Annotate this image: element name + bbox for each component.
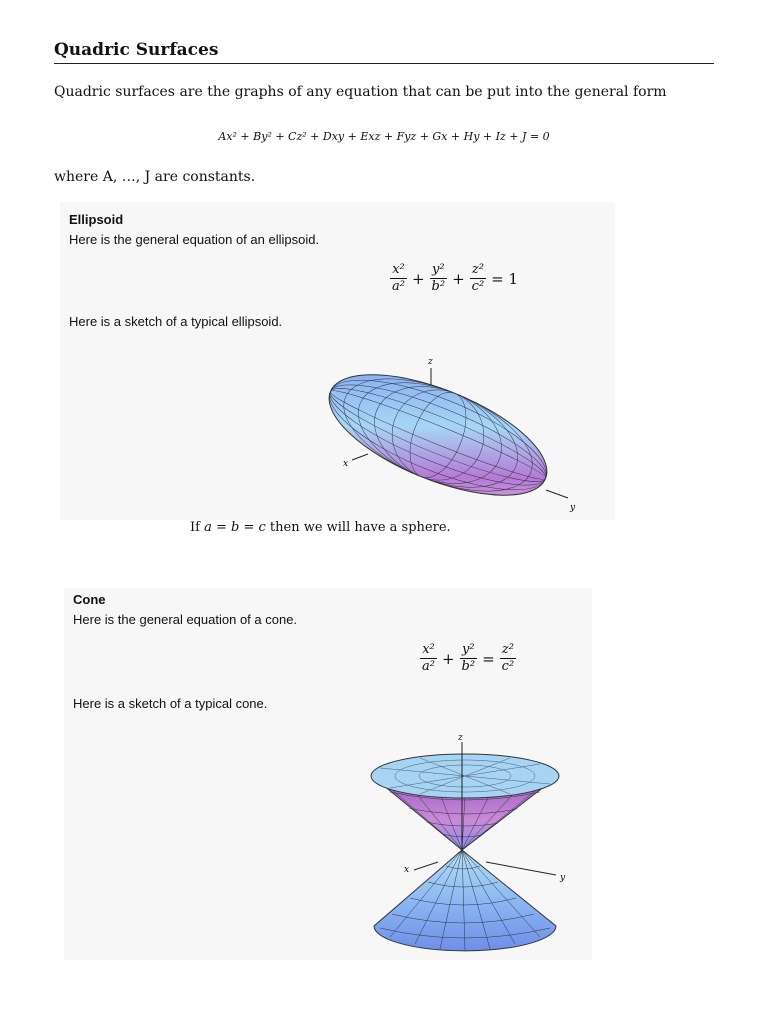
cone-heading: Cone [73, 592, 106, 607]
ellipsoid-eq-term-x: $\frac{\text{x²}}{\text{a²}}$ [392, 262, 405, 294]
ellipsoid-sketch-text: Here is a sketch of a typical ellipsoid. [69, 314, 283, 329]
ellipsoid-sketch [310, 350, 600, 520]
ellipsoid-heading: Ellipsoid [69, 212, 124, 227]
cone-eq-term-z: $\frac{\text{z²}}{\text{c²}}$ [501, 642, 515, 674]
ellipsoid-eq-term-y: $\frac{\text{y²}}{\text{b²}}$ [431, 262, 446, 294]
cone-sketch [360, 732, 570, 962]
constants-note: where A, …, J are constants. [54, 169, 256, 185]
ellipsoid-surface [314, 350, 563, 520]
cone-x-label: x [404, 865, 410, 875]
ellipsoid-y-label: y [570, 503, 576, 513]
page-title: Quadric Surfaces [54, 40, 714, 64]
ellipsoid-y-axis [546, 490, 568, 498]
ellipsoid-z-label: z [428, 357, 433, 367]
ellipsoid-equation: $\frac{\text{x²}}{\text{a²}}$ + $\frac{\text{y²}}{\text{b²}}$ + $\frac{\text{z²}}{\text{c²}}$ = 1 [392, 262, 519, 294]
ellipsoid-x-axis [352, 454, 368, 460]
ellipsoid-general-text: Here is the general equation of an ellipsoid. [69, 232, 320, 247]
cone-sketch-text: Here is a sketch of a typical cone. [73, 696, 268, 711]
cone-y-label: y [560, 873, 566, 883]
general-equation: Ax² + By² + Cz² + Dxy + Exz + Fyz + Gx + Hy + Iz + J = 0 [218, 130, 550, 143]
cone-eq-term-y: $\frac{\text{y²}}{\text{b²}}$ [461, 642, 476, 674]
ellipsoid-x-label: x [343, 459, 349, 469]
ellipsoid-eq-term-z: $\frac{\text{z²}}{\text{c²}}$ [471, 262, 485, 294]
cone-x-axis [414, 862, 438, 870]
cone-lower-nappe [374, 850, 556, 951]
cone-z-label: z [458, 733, 463, 743]
cone-eq-term-x: $\frac{\text{x²}}{\text{a²}}$ [422, 642, 435, 674]
cone-general-text: Here is the general equation of a cone. [73, 612, 298, 627]
intro-paragraph: Quadric surfaces are the graphs of any equation that can be put into the general form [54, 84, 667, 100]
cone-y-axis [486, 862, 556, 875]
sphere-note: If a = b = c then we will have a sphere. [190, 520, 451, 535]
cone-equation: $\frac{\text{x²}}{\text{a²}}$ + $\frac{\text{y²}}{\text{b²}}$ = $\frac{\text{z²}}{\text{c²}}$ [422, 642, 515, 674]
